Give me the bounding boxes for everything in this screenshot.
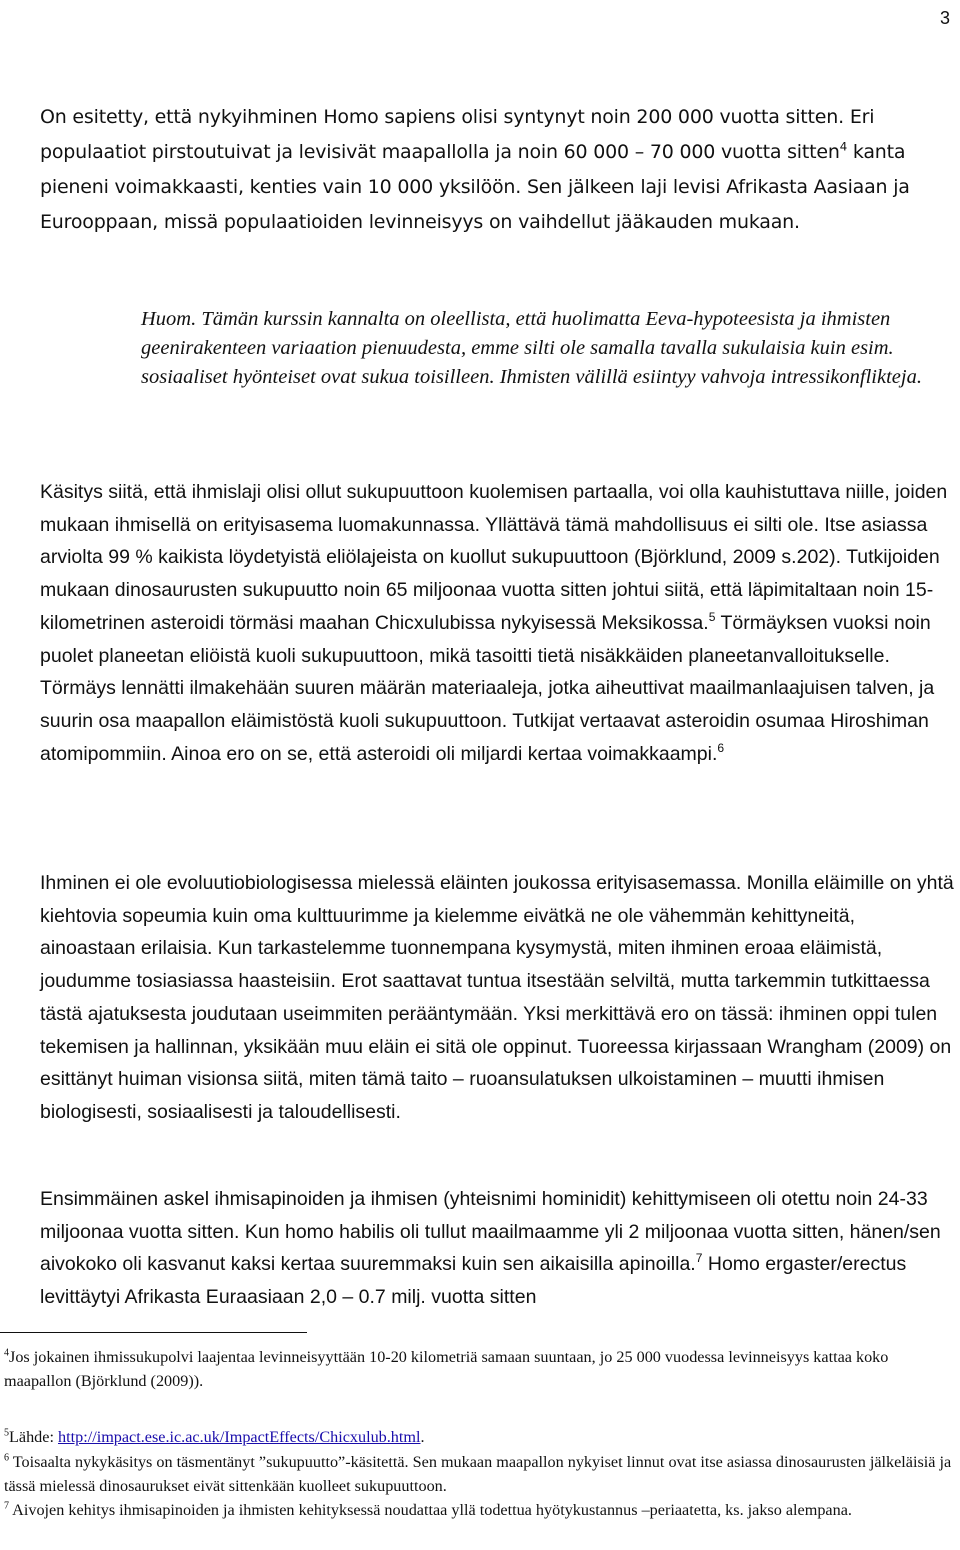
footnote-end: . bbox=[420, 1428, 425, 1446]
footnote-text: Jos jokainen ihmissukupolvi laajentaa levinneisyyttään 10-20 kilometriä samaan suuntaan, jo 25 000 vuodessa levinneisyys kattaa koko maapallon (Björklund (2009)). bbox=[4, 1348, 889, 1390]
footnote-ref-6[interactable]: 6 bbox=[717, 740, 725, 755]
note-italic: Huom. Tämän kurssin kannalta on oleellista, että huolimatta Eeva-hypoteesista ja ihmisten geenirakenteen variaation pienuudesta, emme silti ole samalla tavalla sukulaisia kuin esim. sosiaaliset hyönteiset ovat sukua toisilleen. Ihmisten välillä esiintyy vahvoja intressikonflikteja. bbox=[141, 308, 922, 388]
paragraph-text: On esitetty, että nykyihminen Homo sapiens olisi syntynyt noin 200 000 vuotta sitten. Eri populaatiot pirstoutuivat ja levisivät maapallolla ja noin 60 000 – 70 000 vuotta sitten bbox=[40, 106, 875, 163]
paragraph-extinction bbox=[40, 476, 955, 770]
paragraph-evolution: Ihminen ei ole evoluutiobiologisessa mielessä eläinten joukossa erityisasemassa. Monilla eläimille on yhtä kiehtovia sopeumia kuin oma kulttuurimme ja kielemme eivätkä ne ole vähemmän kehittyneitä, ainoastaan erilaisia. Kun tarkastelemme tuonnempana kysymystä, miten ihminen eroaa eläimistä, joudumme tosiasiassa haasteisiin. Erot saattavat tuntua itsestään selviltä, mutta tarkemmin tutkittaessa tästä ajatuksesta joudutaan useimmiten perääntymään. Yksi merkittävä ero on tässä: ihminen oppi tulen tekemisen ja hallinnan, yksikään muu eläin ei sitä ole oppinut. Tuoreessa kirjassaan Wrangham (2009) on esittänyt huiman visionsa siitä, miten tämä taito – ruoansulatuksen ulkoistaminen – muutti ihmisen biologisesti, sosiaalisesti ja taloudellisesti. bbox=[40, 872, 954, 1123]
footnote-separator bbox=[0, 1332, 307, 1333]
footnote-number: 5 bbox=[4, 1427, 10, 1439]
page-number: 3 bbox=[939, 8, 950, 28]
paragraph-text-cont: kanta pieneni voimakkaasti, kenties vain 10 000 yksilöön. Sen jälkeen laji levisi Afrikasta Aasiaan ja Eurooppaan, missä populaatioiden levinneisyys on vaihdellut jääkauden mukaan. bbox=[40, 141, 910, 233]
paragraph-text: Käsitys siitä, että ihmislaji olisi ollut sukupuuttoon kuolemisen partaalla, voi olla kauhistuttava niille, joiden mukaan ihmisellä on erityisasema luomakunnassa. Yllättävä tämä mahdollisuus ei silti ole. Itse asiassa arviolta 99 % kaikista löydetyistä eliölajeista on kuollut sukupuuttoon (Björklund, 2009 s.202). Tutkijoiden mukaan dinosaurusten sukupuutto noin 65 miljoonaa vuotta sitten johtui siitä, että läpimitaltaan noin 15-kilometrinen asteroidi törmäsi maahan Chicxulubissa nykyisessä Meksikossa. bbox=[40, 481, 948, 634]
paragraph-text: Ensimmäinen askel ihmisapinoiden ja ihmisen (yhteisnimi hominidit) kehittymiseen oli otettu noin 24-33 miljoonaa vuotta sitten. Kun homo habilis oli tullut maailmaamme yli 2 miljoonaa vuotta sitten, hänen/sen aivokoko oli kasvanut kaksi kertaa suuremmaksi kuin sen aikaisilla apinoilla. bbox=[40, 1188, 941, 1276]
footnote-ref-7[interactable]: 7 bbox=[695, 1251, 703, 1266]
paragraph-hominids bbox=[40, 1183, 955, 1314]
footnote-label: Lähde: bbox=[9, 1428, 59, 1446]
footnote-text: Toisaalta nykykäsitys on täsmentänyt ”sukupuutto”-käsitettä. Sen mukaan maapallon nykyiset linnut ovat itse asiassa dinosaurusten jälkeläisiä ja tässä mielessä dinosaurukset eivät sittenkään kuolleet sukupuuttoon. bbox=[4, 1453, 952, 1495]
footnote-5 bbox=[4, 1425, 954, 1449]
footnote-text: Aivojen kehitys ihmisapinoiden ja ihmisten kehityksessä noudattaa yllä todettua hyötykustannus –periaatetta, ks. jakso alempana. bbox=[9, 1501, 852, 1519]
footnote-4 bbox=[4, 1345, 954, 1393]
footnote-ref-4[interactable]: 4 bbox=[839, 139, 848, 154]
paragraph-text-cont: Törmäyksen vuoksi noin puolet planeetan eliöistä kuoli sukupuuttoon, mikä tasoitti tietä nisäkkäiden planeetanvalloitukselle. Törmäys lennätti ilmakehään suuren määrän materiaaleja, jotka aiheuttivat maailmanlaajuisen talven, ja suurin osa maapallon eläimistöstä kuoli sukupuuttoon. Tutkijat vertaavat asteroidin osumaa Hiroshiman atomipommiin. Ainoa ero on se, että asteroidi oli miljardi kertaa voimakkaampi. bbox=[40, 611, 935, 765]
footnote-ref-5[interactable]: 5 bbox=[708, 609, 716, 624]
chicxulub-link[interactable]: http://impact.ese.ic.ac.uk/ImpactEffects/Chicxulub.html bbox=[58, 1428, 421, 1446]
footnote-7 bbox=[4, 1498, 954, 1522]
footnote-number: 7 bbox=[4, 1500, 10, 1512]
footnote-number: 6 bbox=[4, 1452, 10, 1464]
paragraph-homo-sapiens bbox=[40, 100, 950, 240]
footnote-6 bbox=[4, 1450, 954, 1498]
footnote-number: 4 bbox=[4, 1347, 10, 1359]
paragraph-text-cont: Homo ergaster/erectus levittäytyi Afrikasta Euraasiaan 2,0 – 0.7 milj. vuotta sitten bbox=[40, 1253, 907, 1309]
